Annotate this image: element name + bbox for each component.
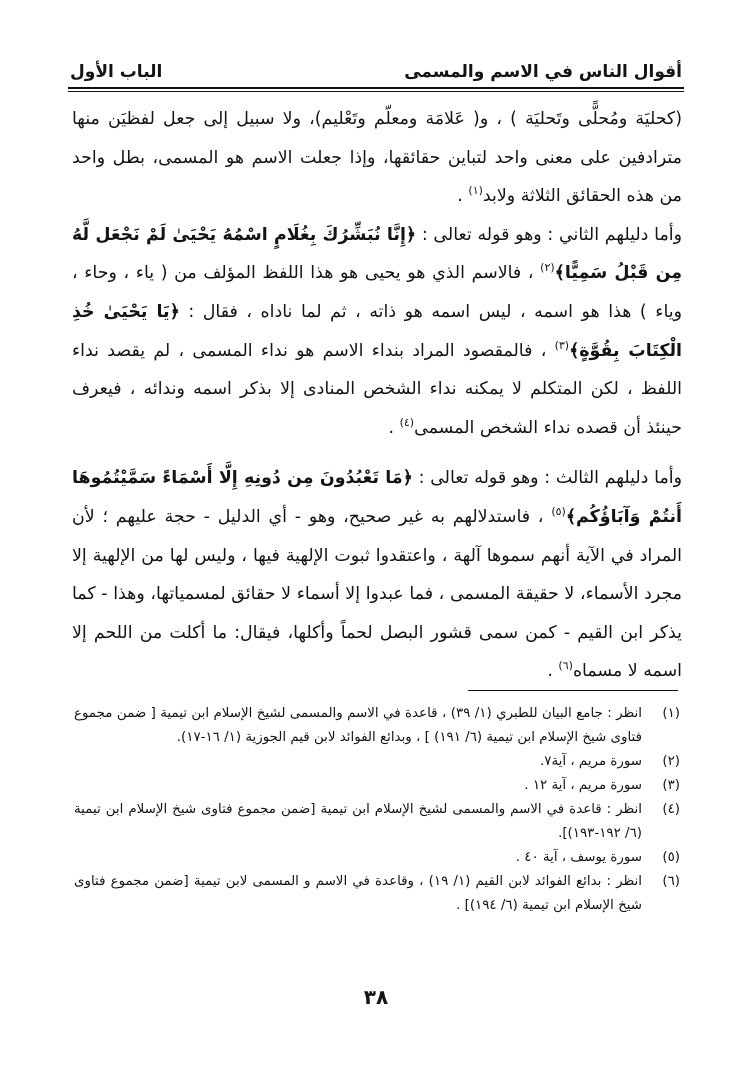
- paragraph-3: [72, 459, 682, 691]
- footnote-separator: [468, 690, 678, 691]
- page-number: ٣٨: [363, 985, 389, 1009]
- paragraph-1-text: (كحليَة ومُحلًّى وتَحليَة ) ، و( عَلامَة ومعلّم وتَعْليم)، ولا سبيل إلى جعل لفظيَن منها مترادفين على معنى واحد لتباين حقائقها، وإذا جعلت الاسم هو المسمى، بطل واحد من هذه الحقائق الثلاثة ولابد: [72, 109, 682, 207]
- quran-verse-maryam-7: ﴿إِنَّا نُبَشِّرُكَ بِغُلَامٍ اسْمُهُ يَحْيَىٰ لَمْ نَجْعَل لَّهُ مِن قَبْلُ سَمِيًّا﴾: [72, 224, 682, 284]
- footnote-number: (١): [662, 706, 680, 721]
- paragraph-2-middle: ، فالاسم الذي هو يحيى هو هذا اللفظ المؤلف من ( ياء ، وحاء ، وياء ) هذا هو اسمه ، ليس اسمه هو ذاته ، ثم لما ناداه ، فقال :: [72, 263, 682, 322]
- footnote-text: انظر : جامع البيان للطبري (١/ ٣٩) ، قاعدة في الاسم والمسمى لشيخ الإسلام ابن تيمية [ ضمن مجموع فتاوى شيخ الإسلام ابن تيمية (٦/ ١٩١) ] ، وبدائع الفوائد لابن قيم الجوزية (١/ ١٦-١٧).: [74, 706, 642, 745]
- paragraph-2-intro: وأما دليلهم الثاني : وهو قوله تعالى :: [416, 224, 682, 245]
- footnote-item: [74, 750, 680, 774]
- footnote-item: [74, 798, 680, 846]
- paragraph-2: [72, 216, 682, 448]
- footnote-item: [74, 846, 680, 870]
- main-text: [72, 100, 682, 691]
- paragraph-2-rest: ، فالمقصود المراد بنداء الاسم هو نداء المسمى ، لم يقصد نداء اللفظ ، لكن المتكلم لا يمكنه نداء الشخص المنادى إلا بذكر اسمه وندائه ، فيعرف حينئذ أن قصده نداء الشخص المسمى: [72, 340, 682, 438]
- footnotes: [74, 702, 680, 918]
- header-rule: [68, 87, 684, 92]
- footnote-ref-1[interactable]: (١): [468, 184, 483, 198]
- paragraph-3-rest: ، فاستدلالهم به غير صحيح، وهو - أي الدليل - حجة عليهم ؛ لأن المراد في الآية أنهم سموها آلهة ، واعتقدوا ثبوت الإلهية فيها ، وليس لها من الإلهية إلا مجرد الأسماء، لا حقيقة المسمى ، فما عبدوا إلا أسماء لا حقائق لمسمياتها، وهذا - كما يذكر ابن القيم - كمن سمى قشور البصل لحماً وأكلها، فيقال: ما أكلت من اللحم إلا اسمه لا مسماه: [72, 506, 682, 682]
- footnote-ref-2[interactable]: (٢): [540, 261, 555, 275]
- footnote-item: [74, 870, 680, 918]
- footnote-text: سورة مريم ، آية٧.: [539, 754, 642, 769]
- paragraph-2-end: .: [388, 417, 400, 438]
- footnote-ref-4[interactable]: (٤): [399, 415, 415, 429]
- footnote-number: (٢): [662, 754, 680, 769]
- quran-verse-yusuf-40: ﴿مَا تَعْبُدُونَ مِن دُونِهِ إِلَّا أَسْمَاءً سَمَّيْتُمُوهَا أَنتُمْ وَآبَاؤُكُم﴾: [72, 468, 682, 527]
- footnote-ref-5[interactable]: (٥): [551, 505, 566, 519]
- footnote-text: سورة يوسف ، آية ٤٠ .: [515, 850, 642, 865]
- footnote-number: (٣): [662, 778, 680, 793]
- quran-verse-maryam-12: ﴿يَا يَحْيَىٰ خُذِ الْكِتَابَ بِقُوَّةٍ﴾: [72, 301, 683, 361]
- footnote-number: (٥): [662, 850, 680, 865]
- book-title: أقوال الناس في الاسم والمسمى: [404, 62, 682, 82]
- paragraph-3-end: .: [547, 661, 559, 682]
- footnote-item: [74, 774, 680, 798]
- paragraph-1-end: .: [457, 186, 469, 207]
- footnote-text: سورة مريم ، آية ١٢ .: [524, 778, 642, 793]
- footnote-ref-3[interactable]: (٣): [554, 338, 570, 352]
- footnote-ref-6[interactable]: (٦): [558, 659, 573, 673]
- footnote-item: [74, 702, 680, 750]
- footnote-number: (٤): [662, 802, 680, 817]
- paragraph-1: [72, 100, 682, 216]
- chapter-title: الباب الأول: [70, 62, 163, 82]
- footnote-number: (٦): [662, 874, 680, 889]
- footnote-text: انظر : قاعدة في الاسم والمسمى لشيخ الإسلام ابن تيمية [ضمن مجموع فتاوى شيخ الإسلام ابن تيمية (٦/ ١٩٢-١٩٣)].: [74, 802, 642, 841]
- running-header: [70, 46, 682, 82]
- footnote-text: انظر : بدائع الفوائد لابن القيم (١/ ١٩) ، وقاعدة في الاسم و المسمى لابن تيمية [ضمن مجموع فتاوى شيخ الإسلام ابن تيمية (٦/ ١٩٤)] .: [74, 874, 642, 913]
- paragraph-3-intro: وأما دليلهم الثالث : وهو قوله تعالى :: [412, 468, 682, 489]
